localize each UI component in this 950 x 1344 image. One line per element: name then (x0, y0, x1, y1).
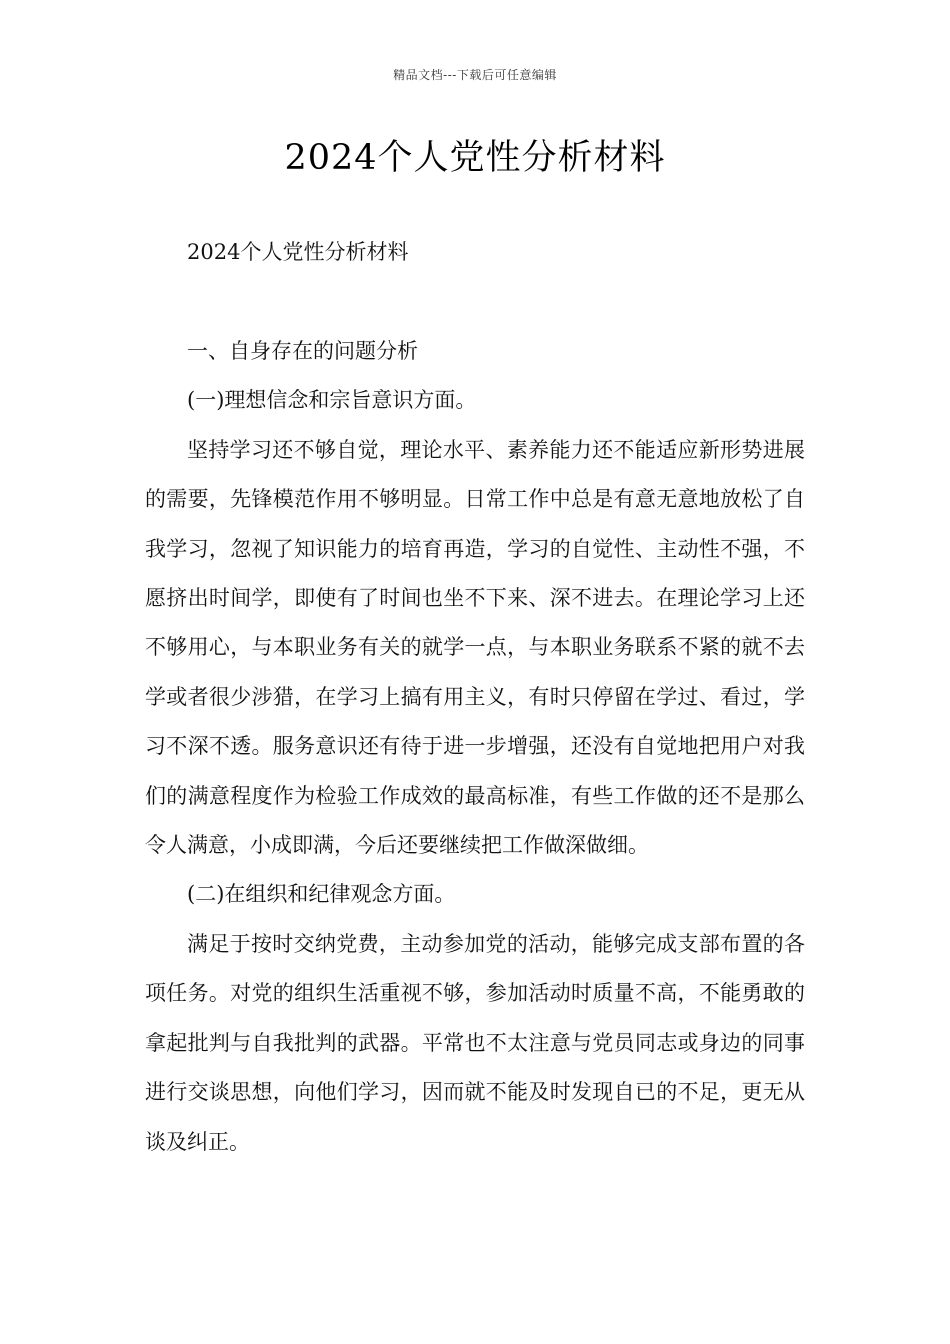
paragraph: 满足于按时交纳党费，主动参加党的活动，能够完成支部布置的各项任务。对党的组织生活重视不够，参加活动时质量不高，不能勇敢的拿起批判与自我批判的武器。平常也不太注意与党员同志或身边的同事进行交谈思想，向他们学习，因而就不能及时发现自已的不足，更无从谈及纠正。 (145, 931, 805, 1154)
subsection-heading: (二)在组织和纪律观念方面。 (187, 882, 456, 907)
page-title: 2024个人党性分析材料 (284, 138, 666, 178)
subtitle-block (145, 228, 805, 277)
paragraph: 坚持学习还不够自觉，理论水平、素养能力还不能适应新形势进展的需要，先锋模范作用不够明显。日常工作中总是有意无意地放松了自我学习，忽视了知识能力的培育再造，学习的自觉性、主动性不强，不愿挤出时间学，即使有了时间也坐不下来、深不进去。在理论学习上还不够用心，与本职业务有关的就学一点，与本职业务联系不紧的就不去学或者很少涉猎，在学习上搞有用主义，有时只停留在学过、看过，学习不深不透。服务意识还有待于进一步增强，还没有自觉地把用户对我们的满意程度作为检验工作成效的最高标准，有些工作做的还不是那么令人满意，小成即满，今后还要继续把工作做深做细。 (145, 437, 805, 858)
subtitle: 2024个人党性分析材料 (187, 240, 409, 264)
header-note: 精品文档---下载后可任意编辑 (393, 68, 557, 82)
document-body (145, 327, 805, 1167)
subsection-heading: (一)理想信念和宗旨意识方面。 (187, 388, 477, 413)
section-heading: 一、自身存在的问题分析 (187, 339, 418, 363)
